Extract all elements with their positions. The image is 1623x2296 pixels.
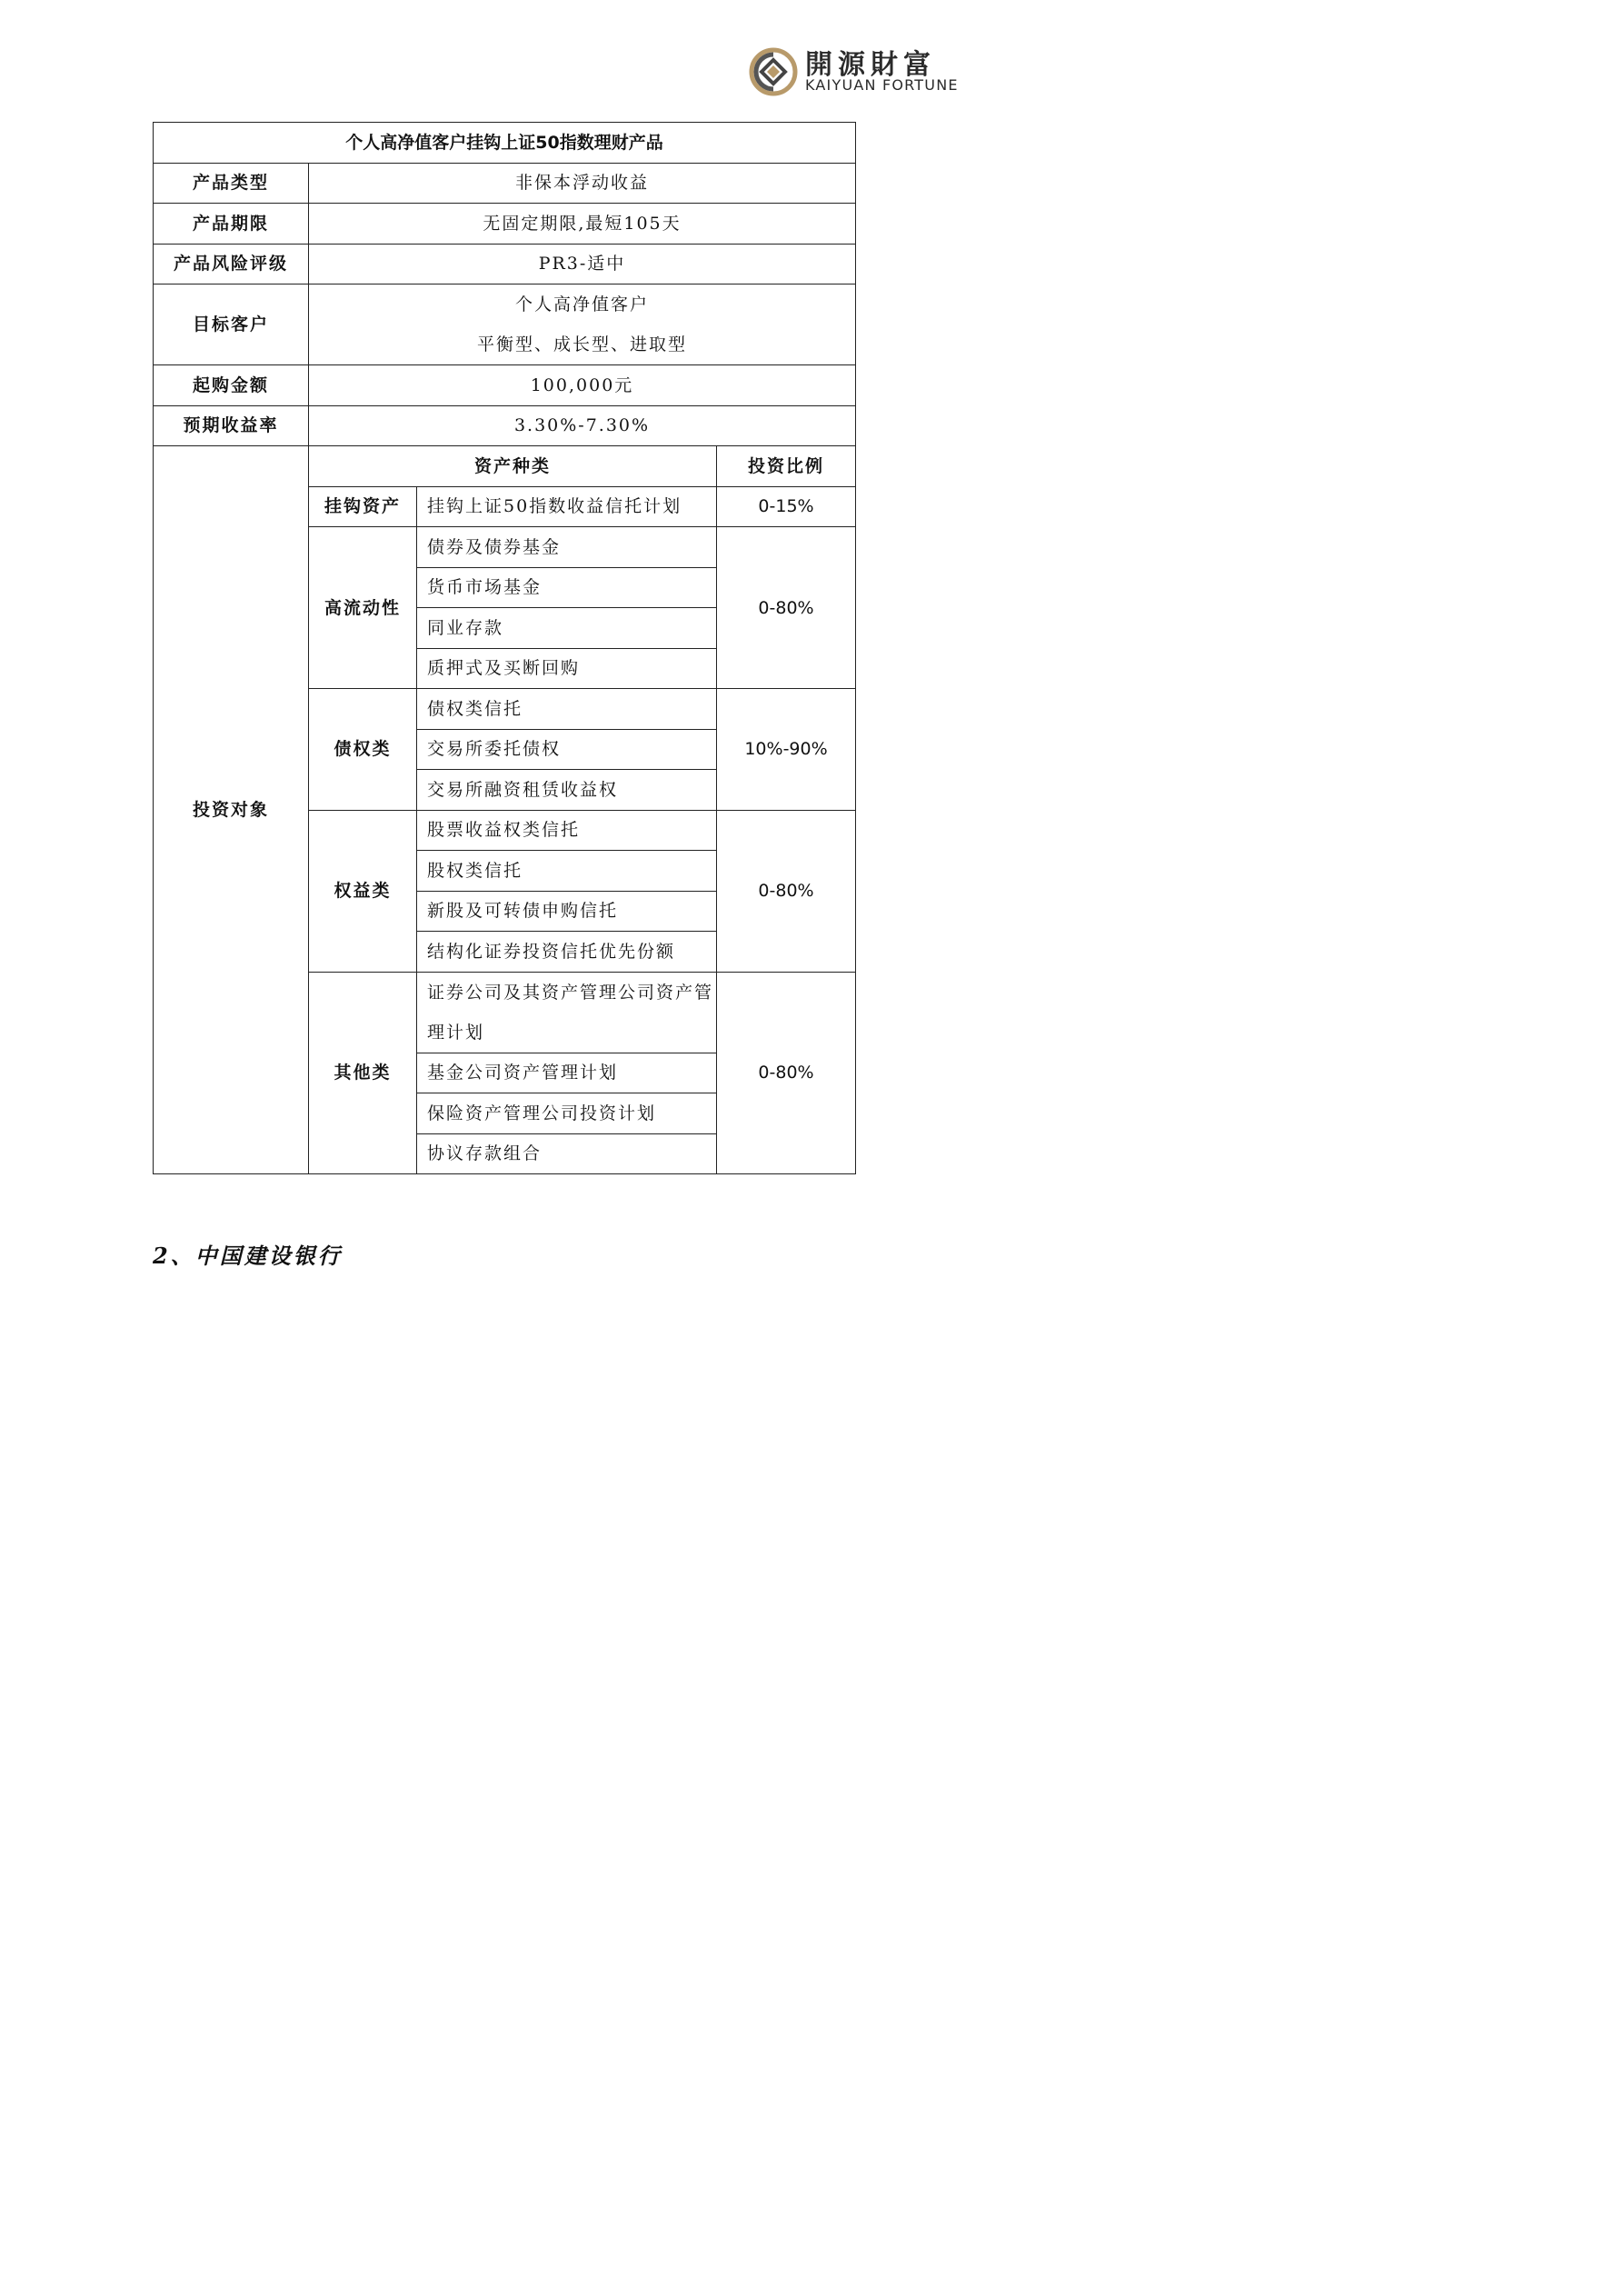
- group-ratio-equity: 0-80%: [717, 810, 856, 972]
- target-client-line1: 个人高净值客户: [515, 294, 650, 314]
- asset-item: 新股及可转债申购信托: [417, 891, 717, 932]
- logo-chinese-name: 開源財富: [805, 49, 936, 81]
- asset-item: 同业存款: [417, 608, 717, 649]
- label-product-type: 产品类型: [154, 163, 309, 204]
- company-logo: [749, 42, 967, 96]
- group-ratio-liquidity: 0-80%: [717, 527, 856, 689]
- label-min-amount: 起购金额: [154, 365, 309, 406]
- asset-item: 股权类信托: [417, 851, 717, 892]
- asset-item: 挂钩上证50指数收益信托计划: [417, 486, 717, 527]
- asset-item: 交易所融资租赁收益权: [417, 770, 717, 811]
- group-ratio-other: 0-80%: [717, 972, 856, 1174]
- group-name-debt: 债权类: [309, 689, 417, 811]
- label-product-term: 产品期限: [154, 204, 309, 245]
- value-product-term: 无固定期限,最短105天: [309, 204, 856, 245]
- label-expected-yield: 预期收益率: [154, 405, 309, 446]
- group-name-equity: 权益类: [309, 810, 417, 972]
- asset-item: 证券公司及其资产管理公司资产管理计划: [417, 972, 717, 1053]
- logo-mark-icon: [749, 47, 798, 96]
- group-ratio-linked: 0-15%: [717, 486, 856, 527]
- section-heading: 2、中国建设银行: [153, 1243, 343, 1269]
- value-target-client: [309, 285, 856, 365]
- label-risk-rating: 产品风险评级: [154, 244, 309, 285]
- product-table: [153, 122, 856, 1174]
- group-name-linked: 挂钩资产: [309, 486, 417, 527]
- asset-item: 质押式及买断回购: [417, 648, 717, 689]
- value-product-type: 非保本浮动收益: [309, 163, 856, 204]
- target-client-line2: 平衡型、成长型、进取型: [477, 334, 688, 354]
- value-risk-rating: PR3-适中: [309, 244, 856, 285]
- header-asset-type: 资产种类: [309, 446, 717, 487]
- asset-item: 股票收益权类信托: [417, 810, 717, 851]
- asset-item: 债权类信托: [417, 689, 717, 730]
- value-expected-yield: 3.30%-7.30%: [309, 405, 856, 446]
- asset-item: 货币市场基金: [417, 567, 717, 608]
- group-name-other: 其他类: [309, 972, 417, 1174]
- asset-item: 协议存款组合: [417, 1133, 717, 1174]
- asset-item: 债券及债券基金: [417, 527, 717, 568]
- header-investment-ratio: 投资比例: [717, 446, 856, 487]
- asset-item: 结构化证券投资信托优先份额: [417, 932, 717, 973]
- asset-item: 交易所委托债权: [417, 729, 717, 770]
- logo-english-name: KAIYUAN FORTUNE: [805, 76, 959, 94]
- table-title: 个人高净值客户挂钩上证50指数理财产品: [154, 123, 856, 164]
- group-name-liquidity: 高流动性: [309, 527, 417, 689]
- label-target-client: 目标客户: [154, 285, 309, 365]
- asset-item: 保险资产管理公司投资计划: [417, 1093, 717, 1134]
- value-min-amount: 100,000元: [309, 365, 856, 406]
- group-ratio-debt: 10%-90%: [717, 689, 856, 811]
- asset-item: 基金公司资产管理计划: [417, 1053, 717, 1093]
- label-investment-scope: 投资对象: [154, 446, 309, 1174]
